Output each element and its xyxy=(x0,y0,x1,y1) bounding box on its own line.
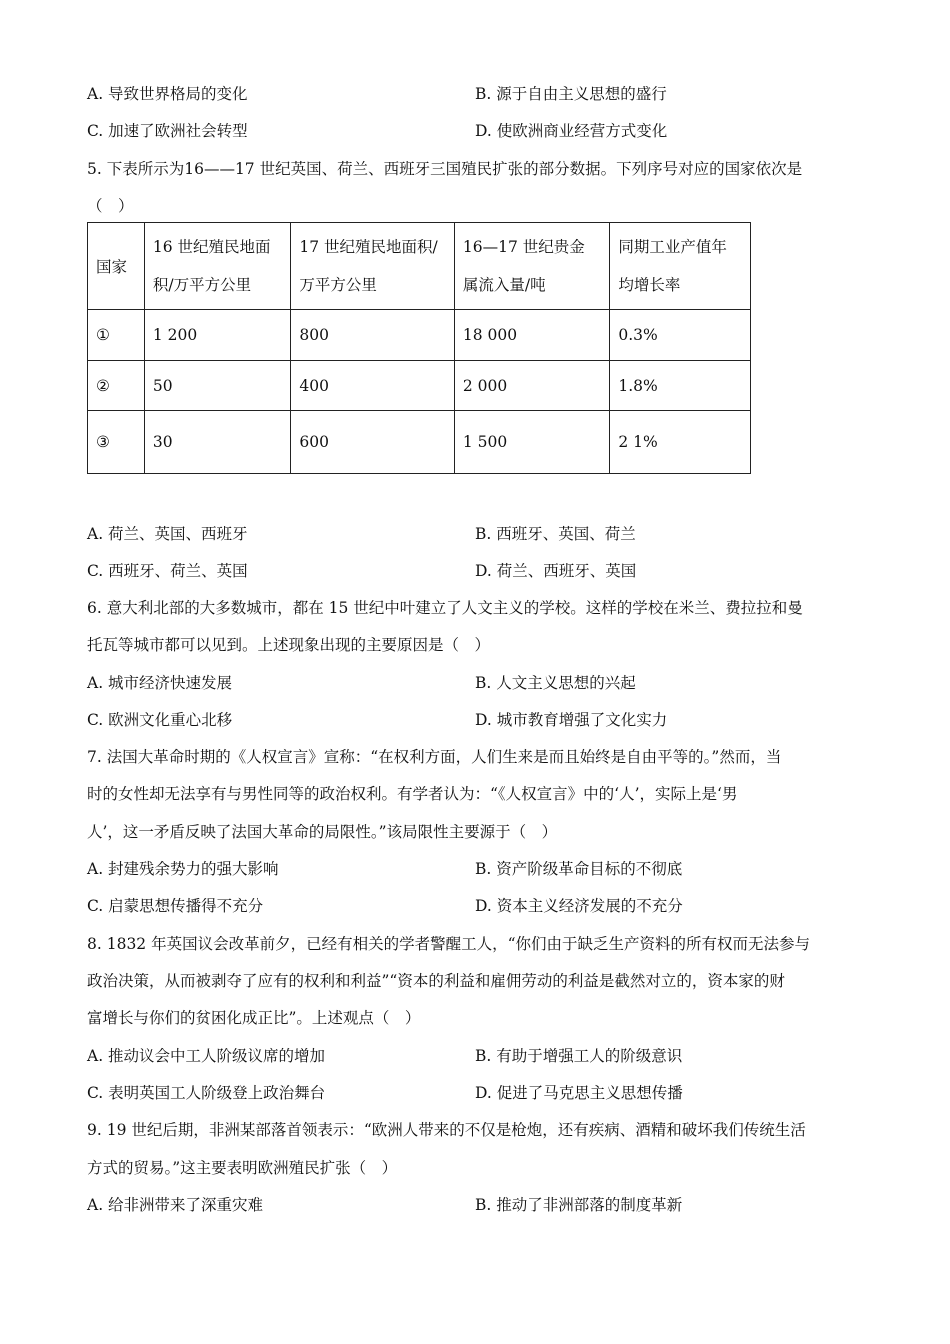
q6-stem-line1: 6. 意大利北部的大多数城市，都在 15 世纪中叶建立了人文主义的学校。这样的学校在米兰、费拉拉和曼 xyxy=(87,599,803,617)
q8-stem-line2: 政治决策，从而被剥夺了应有的权利和利益”“资本的利益和雇佣劳动的利益是截然对立的，资本家的财 xyxy=(87,972,785,990)
q6-option-c: C. 欧洲文化重心北移 xyxy=(87,711,233,729)
q8-option-c: C. 表明英国工人阶级登上政治舞台 xyxy=(87,1084,326,1102)
q4-option-b: B. 源于自由主义思想的盛行 xyxy=(475,85,667,103)
q7-stem-line3: 人’，这一矛盾反映了法国大革命的局限性。”该局限性主要源于（ ） xyxy=(87,823,558,841)
q7-option-a: A. 封建残余势力的强大影响 xyxy=(87,860,279,878)
header-industrial-growth: 同期工业产值年 均增长率 xyxy=(610,223,751,310)
q4-option-c: C. 加速了欧洲社会转型 xyxy=(87,122,248,140)
q6-option-d: D. 城市教育增强了文化实力 xyxy=(475,711,668,729)
table-row xyxy=(88,361,751,411)
q6-option-a: A. 城市经济快速发展 xyxy=(87,674,233,692)
q8-option-a: A. 推动议会中工人阶级议席的增加 xyxy=(87,1047,326,1065)
q4-option-d: D. 使欧洲商业经营方式变化 xyxy=(475,122,668,140)
table-cell: ① xyxy=(88,310,145,361)
table-row xyxy=(88,411,751,474)
q8-stem-line3: 富增长与你们的贫困化成正比”。上述观点（ ） xyxy=(87,1009,421,1027)
q7-option-d: D. 资本主义经济发展的不充分 xyxy=(475,897,683,915)
header-precious-metal: 16—17 世纪贵金 属流入量/吨 xyxy=(454,223,609,310)
table-cell: 18 000 xyxy=(454,310,609,361)
q5-option-d: D. 荷兰、西班牙、英国 xyxy=(475,562,637,580)
q5-option-a: A. 荷兰、英国、西班牙 xyxy=(87,525,248,543)
q4-option-a: A. 导致世界格局的变化 xyxy=(87,85,248,103)
table-cell: 1 200 xyxy=(144,310,291,361)
q5-option-c: C. 西班牙、荷兰、英国 xyxy=(87,562,248,580)
q6-option-b: B. 人文主义思想的兴起 xyxy=(475,674,636,692)
table-cell: 30 xyxy=(144,411,291,474)
table-cell: 400 xyxy=(291,361,454,411)
header-country: 国家 xyxy=(88,223,145,310)
q6-stem-line2: 托瓦等城市都可以见到。上述现象出现的主要原因是（ ） xyxy=(87,636,491,654)
q5-option-b: B. 西班牙、英国、荷兰 xyxy=(475,525,636,543)
table-cell: 600 xyxy=(291,411,454,474)
q7-option-b: B. 资产阶级革命目标的不彻底 xyxy=(475,860,683,878)
table-cell: 2 000 xyxy=(454,361,609,411)
table-row xyxy=(88,310,751,361)
table-cell: 2 1% xyxy=(610,411,751,474)
table-cell: ③ xyxy=(88,411,145,474)
q8-option-d: D. 促进了马克思主义思想传播 xyxy=(475,1084,683,1102)
q7-stem-line1: 7. 法国大革命时期的《人权宣言》宣称：“在权利方面，人们生来是而且始终是自由平等的。”然而，当 xyxy=(87,748,782,766)
table-cell: 0.3% xyxy=(610,310,751,361)
q5-stem-line1: 5. 下表所示为16——17 世纪英国、荷兰、西班牙三国殖民扩张的部分数据。下列序号对应的国家依次是 xyxy=(87,160,803,178)
table-header-row xyxy=(88,223,751,310)
q7-stem-line2: 时的女性却无法享有与男性同等的政治权利。有学者认为：“《人权宣言》中的‘人’，实际上是‘男 xyxy=(87,785,738,803)
q9-stem-line1: 9. 19 世纪后期，非洲某部落首领表示：“欧洲人带来的不仅是枪炮，还有疾病、酒精和破坏我们传统生活 xyxy=(87,1121,806,1139)
table-cell: 1.8% xyxy=(610,361,751,411)
table-cell: 1 500 xyxy=(454,411,609,474)
table-cell: ② xyxy=(88,361,145,411)
header-16c-area: 16 世纪殖民地面 积/万平方公里 xyxy=(144,223,291,310)
q8-stem-line1: 8. 1832 年英国议会改革前夕，已经有相关的学者警醒工人，“你们由于缺乏生产资料的所有权而无法参与 xyxy=(87,935,811,953)
table-cell: 800 xyxy=(291,310,454,361)
q9-stem-line2: 方式的贸易。”这主要表明欧洲殖民扩张（ ） xyxy=(87,1159,398,1177)
header-17c-area: 17 世纪殖民地面积/ 万平方公里 xyxy=(291,223,454,310)
q9-option-b: B. 推动了非洲部落的制度革新 xyxy=(475,1196,683,1214)
q8-option-b: B. 有助于增强工人的阶级意识 xyxy=(475,1047,683,1065)
q5-data-table xyxy=(87,222,751,474)
q7-option-c: C. 启蒙思想传播得不充分 xyxy=(87,897,264,915)
q5-stem-line2: （ ） xyxy=(87,197,134,215)
table-cell: 50 xyxy=(144,361,291,411)
q9-option-a: A. 给非洲带来了深重灾难 xyxy=(87,1196,264,1214)
